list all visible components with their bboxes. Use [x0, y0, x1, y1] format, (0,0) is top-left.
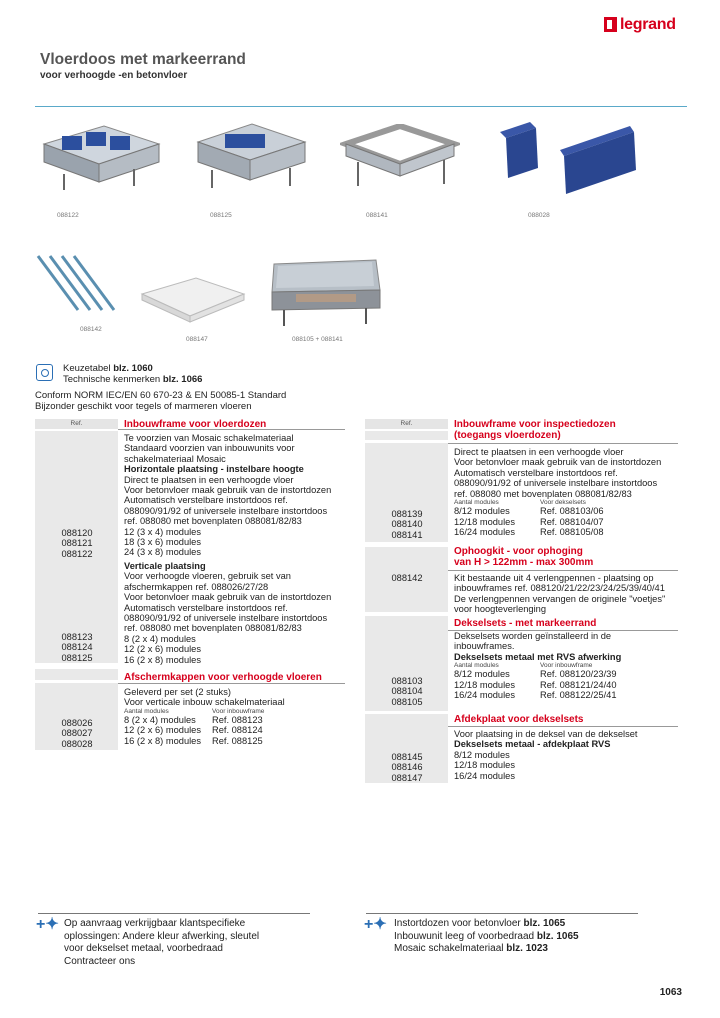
page-link[interactable]: blz. 1065: [536, 930, 579, 942]
section-title: Inbouwframe voor vloerdozen: [124, 419, 267, 430]
page-link[interactable]: blz. 1023: [506, 943, 548, 954]
product-row: 12/18 modules: [454, 760, 515, 771]
ref-number[interactable]: 088027: [61, 728, 93, 739]
page-subtitle: voor verhoogde -en betonvloer: [40, 70, 188, 81]
page-title: Vloerdoos met markeerrand: [40, 51, 246, 68]
page-number: 1063: [659, 986, 682, 998]
ref-numbers: [47, 718, 107, 749]
product-row: 8 (2 x 4) modules: [124, 633, 196, 644]
ref-number[interactable]: 088139: [391, 509, 423, 519]
info-text: Keuzetabel: [63, 363, 114, 374]
product-caption: 088105 + 088141: [292, 336, 343, 343]
ref-numbers: [47, 528, 107, 559]
ref-number[interactable]: 088105: [391, 696, 423, 707]
section-title: Afschermkappen voor verhoogde vloeren: [124, 672, 322, 683]
product-caption: 088122: [57, 212, 79, 219]
ref-numbers: [377, 752, 437, 783]
product-caption: 088028: [528, 212, 550, 219]
section-title: Inbouwframe voor inspectiedozen (toegangs vloerdozen): [454, 419, 616, 442]
info-link[interactable]: blz. 1060: [113, 363, 153, 374]
info-link[interactable]: blz. 1066: [162, 373, 203, 385]
ref-number[interactable]: 088147: [391, 772, 423, 783]
ref-column-header: Ref.: [35, 419, 118, 429]
plus-sparkle-icon: +✦: [36, 916, 59, 933]
ref-number[interactable]: 088124: [61, 642, 93, 653]
product-image-088105-088141: [266, 252, 386, 330]
brand-logo: [604, 16, 676, 34]
custom-solutions-note: Op aanvraag verkrijgbaar klantspecifieke oplossingen: Andere kleur afwerking, sleutel voor dekselset metaal, voorbedraad Contracteer ons: [64, 918, 260, 967]
product-caption: 088125: [210, 212, 232, 219]
ref-number[interactable]: 088121: [61, 538, 93, 549]
ref-number[interactable]: 088123: [61, 632, 93, 642]
ref-number[interactable]: 088028: [61, 738, 93, 749]
page-link[interactable]: blz. 1065: [523, 918, 566, 929]
info-text: Technische kenmerken: [63, 373, 163, 385]
section-description: Te voorzien van Mosaic schakelmateriaal Standaard voorzien van inbouwunits voor schakelmateriaal Mosaic Horizontale plaatsing - instelbare hoogte Direct te plaatsen in een verhoogde vloer Voor betonvloer maak gebruik van de instortdozen Automatisch verstelbare instortdoos ref. 088090/91/92 of universele instelbare instortdoos ref. 088080 met bovenplaten 088081/82/83 12 (3 x 4) modules 18 (3 x 6) modules 24 (3 x 8) modules Verticale plaatsing Voor verhoogde vloeren, gebruik set van afschermkappen ref. 088026/27/28 Voor betonvloer maak gebruik van de instortdozen Automatisch verstelbare instortdoos ref. 088090/91/92 of universele instelbare instortdoos ref. 088080 met bovenplaten 088081/82/83 8 (2 x 4) modules 12 (2 x 6) modules 16 (2 x 8) modules: [124, 433, 332, 665]
product-row: 12 (2 x 6) modules: [124, 644, 201, 655]
product-row: 16/24 modules: [454, 770, 515, 781]
ref-number[interactable]: 088146: [391, 762, 423, 773]
header-divider: [35, 106, 687, 107]
product-row: 18 (3 x 6) modules: [124, 537, 201, 548]
section-description: Kit bestaande uit 4 verlengpennen - plaatsing op inbouwframes ref. 088120/21/22/23/24/25/39/40/41 De verlengpennen vervangen de originele "voetjes" voor hoogteverlenging: [454, 573, 666, 615]
ref-number[interactable]: 088104: [391, 686, 423, 697]
legrand-logo-icon: [604, 17, 617, 32]
section-title: Dekselsets - met markeerrand: [454, 618, 597, 629]
section-description: Direct te plaatsen in een verhoogde vloer Voor betonvloer maak gebruik van de instortdozen Automatisch verstelbare instortdoos ref. 088090/91/92 of universele instelbare instortdoos ref. 088080 met bovenplaten 088081/82/83 Aantal modules Voor dekselsets 8/12 modules Ref. 088103/06 12/18 modules Ref. 088104/07 16/24 modules Ref. 088105/08: [454, 447, 662, 538]
ref-numbers: [377, 676, 437, 707]
ref-number[interactable]: 088026: [61, 718, 93, 728]
product-image-088142: [34, 252, 124, 314]
product-caption: 088141: [366, 212, 388, 219]
ref-number[interactable]: 088145: [391, 752, 423, 762]
section-title: Afdekplaat voor dekselsets: [454, 714, 584, 725]
section-description: Geleverd per set (2 stuks) Voor verticale inbouw schakelmateriaal Aantal modules Voor inbouwframe 8 (2 x 4) modules Ref. 088123 12 (2 x 6) modules Ref. 088124 16 (2 x 8) modules Ref. 088125: [124, 687, 285, 746]
ref-number[interactable]: 088120: [61, 528, 93, 538]
ref-number[interactable]: 088140: [391, 519, 423, 530]
conformity-note: Conform NORM IEC/EN 60 670-23 & EN 50085-1 Standard Bijzonder geschikt voor tegels of marmeren vloeren: [35, 390, 287, 412]
product-row: 16 (2 x 8) modules: [124, 654, 201, 665]
catalog-reference-icon: [36, 364, 53, 381]
product-image-088028: [490, 120, 640, 198]
product-caption: 088147: [186, 336, 208, 343]
product-row: 8/12 modules: [454, 749, 510, 760]
related-pages: Instortdozen voor betonvloer blz. 1065 Inbouwunit leeg of voorbedraad blz. 1065 Mosaic schakelmateriaal blz. 1023: [394, 918, 579, 954]
ref-number[interactable]: 088122: [61, 548, 93, 559]
section-title: Ophoogkit - voor ophoging van H > 122mm - max 300mm: [454, 546, 594, 569]
product-image-088122: [34, 124, 164, 196]
ref-number[interactable]: 088103: [391, 676, 423, 686]
ref-numbers: [377, 509, 437, 540]
ref-numbers: [47, 632, 107, 663]
product-image-088125: [190, 120, 310, 195]
ref-number[interactable]: 088125: [61, 652, 93, 663]
section-description: Dekselsets worden geïnstalleerd in de inbouwframes. Dekselsets metaal met RVS afwerking Aantal modules Voor inbouwframe 8/12 modules Ref. 088120/23/39 12/18 modules Ref. 088121/24/40 16/24 modules Ref. 088122/25/41: [454, 631, 622, 701]
product-caption: 088142: [80, 326, 102, 333]
product-image-088141: [340, 124, 460, 196]
plus-sparkle-icon: +✦: [364, 916, 387, 933]
product-image-088147: [138, 276, 248, 326]
product-row: 12 (3 x 4) modules: [124, 526, 201, 537]
reference-info: [63, 364, 202, 385]
section-description: Voor plaatsing in de deksel van de dekselset Dekselsets metaal - afdekplaat RVS 8/12 modules 12/18 modules 16/24 modules: [454, 729, 638, 781]
ref-number[interactable]: 088142: [391, 573, 423, 583]
ref-number[interactable]: 088141: [391, 529, 423, 540]
ref-column-header: Ref.: [365, 419, 448, 429]
brand-name: legrand: [620, 16, 676, 33]
product-row: 24 (3 x 8) modules: [124, 547, 201, 558]
